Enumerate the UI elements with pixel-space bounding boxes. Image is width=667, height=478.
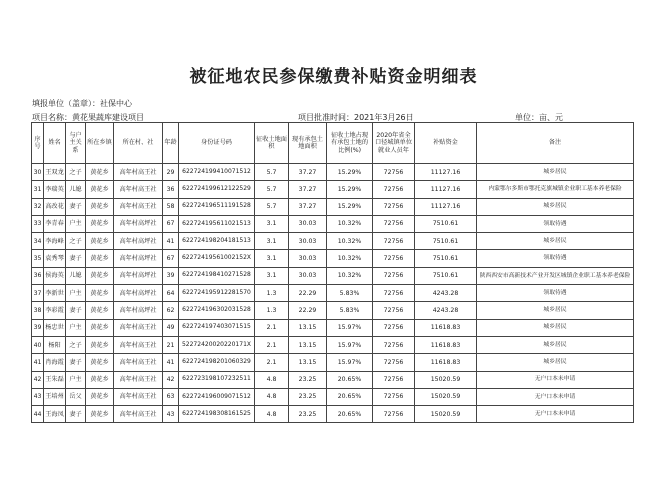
table-cell: 4243.28 bbox=[415, 302, 477, 319]
table-cell: 22.29 bbox=[289, 302, 327, 319]
table-cell: 32 bbox=[32, 198, 44, 215]
table-cell: 之子 bbox=[66, 336, 86, 353]
table-cell: 5.7 bbox=[255, 181, 289, 198]
table-cell: 黄花乡 bbox=[86, 181, 114, 198]
table-cell: 622724198308161525 bbox=[179, 406, 255, 423]
table-cell: 23.25 bbox=[289, 406, 327, 423]
table-cell: 622724198204181513 bbox=[179, 233, 255, 250]
table-cell: 622724195611021513 bbox=[179, 215, 255, 232]
table-cell: 李彩霞 bbox=[44, 302, 66, 319]
table-cell: 42 bbox=[32, 371, 44, 388]
table-cell: 40 bbox=[32, 336, 44, 353]
table-cell: 72756 bbox=[373, 267, 415, 284]
table-cell: 30.03 bbox=[289, 267, 327, 284]
table-row bbox=[32, 354, 634, 371]
table-cell: 622724199612122529 bbox=[179, 181, 255, 198]
table-cell: 15.29% bbox=[327, 164, 373, 181]
table-cell: 15020.59 bbox=[415, 406, 477, 423]
table-cell: 3.1 bbox=[255, 215, 289, 232]
table-cell: 黄花乡 bbox=[86, 285, 114, 302]
table-cell: 无户口本未申请 bbox=[477, 371, 634, 388]
table-row bbox=[32, 181, 634, 198]
table-cell: 5.83% bbox=[327, 302, 373, 319]
table-cell: 高年村高坪社 bbox=[114, 233, 163, 250]
table-cell: 王培州 bbox=[44, 388, 66, 405]
table-cell: 21 bbox=[163, 336, 179, 353]
table-cell: 67 bbox=[163, 215, 179, 232]
col-header: 现有承包土地面积 bbox=[289, 123, 327, 164]
table-cell: 儿媳 bbox=[66, 181, 86, 198]
table-cell: 3.1 bbox=[255, 250, 289, 267]
table-cell: 高年村高王社 bbox=[114, 319, 163, 336]
table-cell: 39 bbox=[32, 319, 44, 336]
table-cell: 妻子 bbox=[66, 302, 86, 319]
table-cell: 高年村高王社 bbox=[114, 354, 163, 371]
table-cell: 36 bbox=[32, 267, 44, 284]
table-cell: 王朱磊 bbox=[44, 371, 66, 388]
table-cell: 34 bbox=[32, 233, 44, 250]
table-cell: 李海峰 bbox=[44, 233, 66, 250]
table-row bbox=[32, 215, 634, 232]
table-cell: 7510.61 bbox=[415, 215, 477, 232]
table-cell: 黄花乡 bbox=[86, 267, 114, 284]
table-cell: 41 bbox=[163, 354, 179, 371]
table-cell: 29 bbox=[163, 164, 179, 181]
table-cell: 13.15 bbox=[289, 319, 327, 336]
table-cell: 37.27 bbox=[289, 164, 327, 181]
table-cell: 妻子 bbox=[66, 406, 86, 423]
table-row bbox=[32, 164, 634, 181]
table-cell: 岳父 bbox=[66, 388, 86, 405]
table-cell: 黄花乡 bbox=[86, 319, 114, 336]
table-cell: 38 bbox=[32, 302, 44, 319]
table-row bbox=[32, 302, 634, 319]
table-cell: 城乡居民 bbox=[477, 233, 634, 250]
table-cell: 22.29 bbox=[289, 285, 327, 302]
table-row bbox=[32, 233, 634, 250]
table-cell: 72756 bbox=[373, 215, 415, 232]
table-cell: 城乡居民 bbox=[477, 302, 634, 319]
table-cell: 杨阳 bbox=[44, 336, 66, 353]
table-cell: 户主 bbox=[66, 319, 86, 336]
table-cell: 7510.61 bbox=[415, 250, 477, 267]
table-cell: 11618.83 bbox=[415, 336, 477, 353]
table-cell: 72756 bbox=[373, 371, 415, 388]
table-cell: 15.97% bbox=[327, 336, 373, 353]
table-cell: 30.03 bbox=[289, 215, 327, 232]
table-cell: 41 bbox=[163, 233, 179, 250]
table-cell: 30 bbox=[32, 164, 44, 181]
table-cell: 高年村高王社 bbox=[114, 198, 163, 215]
table-cell: 内蒙鄂尔多斯市鄂托克旗城镇企业职工基本养老保险 bbox=[477, 181, 634, 198]
table-cell: 67 bbox=[163, 250, 179, 267]
table-cell: 高年村高坪社 bbox=[114, 302, 163, 319]
table-cell: 72756 bbox=[373, 250, 415, 267]
table-cell: 622723198107232511 bbox=[179, 371, 255, 388]
header-row bbox=[32, 123, 634, 164]
table-cell: 37 bbox=[32, 285, 44, 302]
table-cell: 李瑞英 bbox=[44, 181, 66, 198]
table-cell: 高年村高坪社 bbox=[114, 285, 163, 302]
table-row bbox=[32, 388, 634, 405]
table-cell: 无户口本未申请 bbox=[477, 406, 634, 423]
table-cell: 33 bbox=[32, 215, 44, 232]
table-cell: 领取待遇 bbox=[477, 250, 634, 267]
table-row bbox=[32, 285, 634, 302]
subsidy-table bbox=[31, 122, 634, 423]
table-cell: 袁秀琴 bbox=[44, 250, 66, 267]
table-cell: 妻子 bbox=[66, 198, 86, 215]
table-cell: 王双龙 bbox=[44, 164, 66, 181]
table-cell: 58 bbox=[163, 198, 179, 215]
table-cell: 39 bbox=[163, 267, 179, 284]
unit-label: 单位：亩、元 bbox=[515, 113, 563, 122]
table-cell: 52272420020220171X bbox=[179, 336, 255, 353]
table-cell: 儿媳 bbox=[66, 267, 86, 284]
table-cell: 无户口本未申请 bbox=[477, 388, 634, 405]
table-row bbox=[32, 336, 634, 353]
table-cell: 63 bbox=[163, 388, 179, 405]
table-cell: 2.1 bbox=[255, 354, 289, 371]
project-name: 项目名称：黄花果蔬库建设项目 bbox=[32, 113, 144, 122]
table-cell: 20.65% bbox=[327, 406, 373, 423]
table-cell: 5.7 bbox=[255, 164, 289, 181]
table-cell: 高年村高王社 bbox=[114, 406, 163, 423]
table-cell: 4.8 bbox=[255, 406, 289, 423]
table-cell: 妻子 bbox=[66, 354, 86, 371]
table-cell: 黄花乡 bbox=[86, 198, 114, 215]
table-cell: 4.8 bbox=[255, 388, 289, 405]
table-cell: 37.27 bbox=[289, 198, 327, 215]
table-cell: 622724199410071512 bbox=[179, 164, 255, 181]
table-cell: 30.03 bbox=[289, 250, 327, 267]
table-cell: 36 bbox=[163, 181, 179, 198]
table-cell: 1.3 bbox=[255, 302, 289, 319]
table-cell: 1.3 bbox=[255, 285, 289, 302]
table-cell: 72756 bbox=[373, 406, 415, 423]
table-cell: 15.97% bbox=[327, 354, 373, 371]
table-cell: 42 bbox=[163, 371, 179, 388]
table-cell: 622724196511191528 bbox=[179, 198, 255, 215]
table-cell: 侯海英 bbox=[44, 267, 66, 284]
table-cell: 高年村高王社 bbox=[114, 164, 163, 181]
table-cell: 王海凤 bbox=[44, 406, 66, 423]
table-cell: 72756 bbox=[373, 233, 415, 250]
table-cell: 之子 bbox=[66, 233, 86, 250]
table-cell: 2.1 bbox=[255, 336, 289, 353]
table-cell: 64 bbox=[163, 285, 179, 302]
table-cell: 黄花乡 bbox=[86, 336, 114, 353]
table-cell: 7510.61 bbox=[415, 233, 477, 250]
table-cell: 高年村高王社 bbox=[114, 181, 163, 198]
table-cell: 户主 bbox=[66, 215, 86, 232]
col-header: 补贴资金 bbox=[415, 123, 477, 164]
table-cell: 43 bbox=[32, 388, 44, 405]
table-cell: 户主 bbox=[66, 371, 86, 388]
table-cell: 城乡居民 bbox=[477, 354, 634, 371]
table-cell: 黄花乡 bbox=[86, 215, 114, 232]
table-cell: 622724198410271528 bbox=[179, 267, 255, 284]
table-cell: 10.32% bbox=[327, 250, 373, 267]
table-cell: 15.29% bbox=[327, 181, 373, 198]
table-cell: 高改花 bbox=[44, 198, 66, 215]
table-cell: 15.97% bbox=[327, 319, 373, 336]
table-cell: 622724196009071512 bbox=[179, 388, 255, 405]
table-cell: 622724195912281570 bbox=[179, 285, 255, 302]
table-cell: 13.15 bbox=[289, 336, 327, 353]
table-cell: 7510.61 bbox=[415, 267, 477, 284]
table-cell: 李新世 bbox=[44, 285, 66, 302]
table-cell: 城乡居民 bbox=[477, 336, 634, 353]
table-cell: 44 bbox=[32, 406, 44, 423]
table-cell: 11618.83 bbox=[415, 354, 477, 371]
filling-unit: 填报单位（盖章）：社保中心 bbox=[32, 99, 132, 108]
table-cell: 15020.59 bbox=[415, 371, 477, 388]
table-cell: 杨忠世 bbox=[44, 319, 66, 336]
col-header: 与户主关系 bbox=[66, 123, 86, 164]
table-cell: 72756 bbox=[373, 319, 415, 336]
table-cell: 62272419561002152X bbox=[179, 250, 255, 267]
table-cell: 城乡居民 bbox=[477, 198, 634, 215]
table-cell: 高年村高王社 bbox=[114, 388, 163, 405]
table-cell: 陕西西安市高新技术产业开发区城镇企业职工基本养老保险 bbox=[477, 267, 634, 284]
table-cell: 黄花乡 bbox=[86, 354, 114, 371]
table-cell: 5.83% bbox=[327, 285, 373, 302]
table-cell: 高年村高王社 bbox=[114, 336, 163, 353]
table-cell: 30.03 bbox=[289, 233, 327, 250]
table-cell: 20.65% bbox=[327, 388, 373, 405]
table-cell: 黄花乡 bbox=[86, 233, 114, 250]
table-cell: 72756 bbox=[373, 181, 415, 198]
table-cell: 5.7 bbox=[255, 198, 289, 215]
table-cell: 15020.59 bbox=[415, 388, 477, 405]
table-cell: 高年村高坪社 bbox=[114, 215, 163, 232]
table-cell: 15.29% bbox=[327, 198, 373, 215]
table-cell: 11127.16 bbox=[415, 198, 477, 215]
table-cell: 黄花乡 bbox=[86, 164, 114, 181]
approval-date: 项目批准时间：2021年3月26日 bbox=[298, 113, 414, 122]
table-cell: 之子 bbox=[66, 164, 86, 181]
col-header: 年龄 bbox=[163, 123, 179, 164]
table-cell: 3.1 bbox=[255, 233, 289, 250]
table-cell: 高年村高坪社 bbox=[114, 250, 163, 267]
table-cell: 户主 bbox=[66, 285, 86, 302]
table-cell: 领取待遇 bbox=[477, 215, 634, 232]
table-cell: 49 bbox=[163, 319, 179, 336]
table-cell: 622724196302031528 bbox=[179, 302, 255, 319]
col-header: 2020年省全口径城镇单位就业人员年 bbox=[373, 123, 415, 164]
table-cell: 4.8 bbox=[255, 371, 289, 388]
table-cell: 10.32% bbox=[327, 267, 373, 284]
table-cell: 领取待遇 bbox=[477, 285, 634, 302]
col-header: 身份证号码 bbox=[179, 123, 255, 164]
table-cell: 妻子 bbox=[66, 250, 86, 267]
table-row bbox=[32, 406, 634, 423]
table-cell: 黄花乡 bbox=[86, 406, 114, 423]
table-row bbox=[32, 267, 634, 284]
table-cell: 72756 bbox=[373, 285, 415, 302]
table-cell: 10.32% bbox=[327, 233, 373, 250]
table-cell: 20.65% bbox=[327, 371, 373, 388]
table-cell: 41 bbox=[32, 354, 44, 371]
table-cell: 黄花乡 bbox=[86, 250, 114, 267]
table-cell: 43 bbox=[163, 406, 179, 423]
table-cell: 31 bbox=[32, 181, 44, 198]
table-cell: 10.32% bbox=[327, 215, 373, 232]
table-cell: 72756 bbox=[373, 198, 415, 215]
table-cell: 11127.16 bbox=[415, 164, 477, 181]
col-header: 所在村、社 bbox=[114, 123, 163, 164]
table-cell: 23.25 bbox=[289, 388, 327, 405]
table-cell: 11618.83 bbox=[415, 319, 477, 336]
table-cell: 11127.16 bbox=[415, 181, 477, 198]
page-title: 被征地农民参保缴费补贴资金明细表 bbox=[189, 67, 478, 87]
table-cell: 3.1 bbox=[255, 267, 289, 284]
col-header: 姓名 bbox=[44, 123, 66, 164]
table-cell: 高年村高王社 bbox=[114, 371, 163, 388]
table-row bbox=[32, 371, 634, 388]
table-cell: 2.1 bbox=[255, 319, 289, 336]
table-row bbox=[32, 198, 634, 215]
table-cell: 72756 bbox=[373, 302, 415, 319]
table-cell: 72756 bbox=[373, 164, 415, 181]
table-cell: 黄花乡 bbox=[86, 302, 114, 319]
table-cell: 李青春 bbox=[44, 215, 66, 232]
table-cell: 黄花乡 bbox=[86, 371, 114, 388]
table-cell: 72756 bbox=[373, 354, 415, 371]
table-cell: 肖海霞 bbox=[44, 354, 66, 371]
col-header: 征收土地面积 bbox=[255, 123, 289, 164]
table-cell: 35 bbox=[32, 250, 44, 267]
table-cell: 72756 bbox=[373, 336, 415, 353]
table-cell: 622724198201060329 bbox=[179, 354, 255, 371]
table-cell: 黄花乡 bbox=[86, 388, 114, 405]
table-cell: 城乡居民 bbox=[477, 164, 634, 181]
col-header: 征收土地占现有承包土地的比例(%) bbox=[327, 123, 373, 164]
col-header: 所在乡镇 bbox=[86, 123, 114, 164]
table-cell: 62 bbox=[163, 302, 179, 319]
table-cell: 城乡居民 bbox=[477, 319, 634, 336]
table-cell: 13.15 bbox=[289, 354, 327, 371]
table-cell: 4243.28 bbox=[415, 285, 477, 302]
table-cell: 23.25 bbox=[289, 371, 327, 388]
table-row bbox=[32, 250, 634, 267]
table-cell: 72756 bbox=[373, 388, 415, 405]
table-cell: 37.27 bbox=[289, 181, 327, 198]
table-cell: 622724197403071515 bbox=[179, 319, 255, 336]
table-row bbox=[32, 319, 634, 336]
col-header: 序号 bbox=[32, 123, 44, 164]
table-cell: 高年村高坪社 bbox=[114, 267, 163, 284]
col-header: 备注 bbox=[477, 123, 634, 164]
